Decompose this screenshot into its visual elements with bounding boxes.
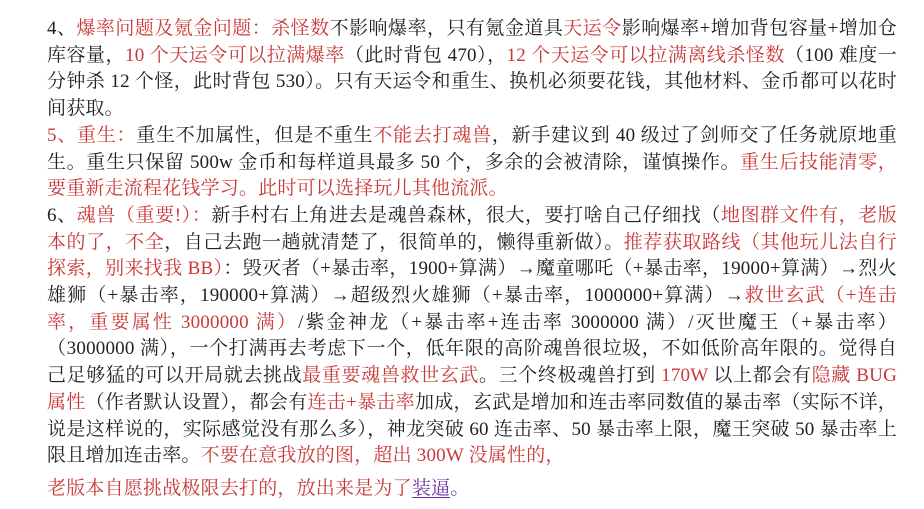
text-run: 装逼 <box>411 477 451 499</box>
text-run: 新手村右上角进去是魂兽森林，很大，要打啥自己仔细找（ <box>211 204 721 226</box>
paragraph-closing-note <box>47 476 897 503</box>
text-run: 不要在意我放的图，超出 300W 没属性的， <box>200 445 565 467</box>
text-run: 12 个天运令可以拉满离线杀怪数 <box>506 44 785 66</box>
text-run: 。 <box>450 477 470 499</box>
text-run: ，新手建议到 40 级过了剑师交了任务就原地重生。重生只保留 500w 金币和每样道具最多 50 个，多余的会被清除，谨慎操作。 <box>47 124 897 173</box>
text-run: 魂兽（重要!）： <box>76 204 212 226</box>
document-text-body <box>47 16 897 503</box>
text-run: ，自己去跑一趟就清楚了，很简单的，懒得重新做）。 <box>164 231 624 253</box>
text-run: 救世玄武（+连击率，重要属性 3000000 满） <box>47 285 897 333</box>
text-run: （100 难度一分钟杀 12 个怪，此时背包 530）。只有天运令和重生、换机必须要花钱，其他材料、金币都可以花时间获取。 <box>47 44 897 120</box>
text-run: 重生不加属性，但是不重生 <box>136 124 374 146</box>
text-run: 10 个天运令可以拉满爆率 <box>125 44 345 66</box>
text-run: 隐藏 BUG 属性 <box>47 365 897 413</box>
text-run: 推荐获取路线（其他玩儿法自行探索，别来找我 BB） <box>47 231 897 280</box>
text-run: 。三个终极魂兽打到 <box>479 365 662 387</box>
text-run: ：毁灭者（+暴击率，1900+算满）→魔童哪吒（+暴击率，19000+算满）→烈火雄狮（+暴击率，190000+算满）→超级烈火雄狮（+暴击率，1000000+算满）→ <box>47 258 897 307</box>
text-run: 以上都会有 <box>708 365 812 387</box>
text-run: （此时背包 470）， <box>344 44 507 66</box>
text-run: 地图群文件有，老版本的了，不全 <box>47 204 897 253</box>
text-run: 天运令 <box>563 18 622 39</box>
text-run: /紫金神龙（+暴击率+连击率 3000000 满）/灭世魔王（+暴击率）（3000000 满），一个打满再去考虑下一个，低年限的高阶魂兽很垃圾，不如低阶高年限的。觉得自己足够猛的可以开局就去挑战 <box>47 311 898 387</box>
text-run: （作者默认设置），都会有 <box>85 391 308 413</box>
text-run: 最重要魂兽救世玄武 <box>302 365 480 387</box>
paragraph-item-6-soul-beasts <box>47 203 897 470</box>
text-run: 6、 <box>47 204 77 226</box>
text-run: 4、 <box>47 18 77 39</box>
text-run: 不能去打魂兽 <box>373 124 492 146</box>
paragraph-item-4-drop-rate-and-pay-issues <box>47 16 897 123</box>
text-run: 不影响爆率，只有氪金道具 <box>329 18 564 39</box>
text-run: 加成，玄武是增加和连击率同数值的暴击率（实际不详，说是这样说的，实际感觉没有那么多），神龙突破 60 连击率、50 暴击率上限，魔王突破 50 暴击率上限且增加连击率。 <box>47 391 898 467</box>
text-run: 老版本自愿挑战极限去打的，放出来是为了 <box>47 477 412 499</box>
text-run: 170W <box>661 365 709 387</box>
text-run: 杀怪数 <box>271 18 330 39</box>
paragraph-item-5-rebirth <box>47 123 897 203</box>
text-run: 影响爆率+增加背包容量+增加仓库容量， <box>47 18 897 66</box>
text-run: 重生后技能清零，要重新走流程花钱学习。此时可以选择玩儿其他流派。 <box>47 151 897 200</box>
text-run: 5、重生： <box>47 124 137 146</box>
text-run: 连击+暴击率 <box>307 391 415 413</box>
text-run: 爆率问题及氪金问题： <box>76 18 272 39</box>
